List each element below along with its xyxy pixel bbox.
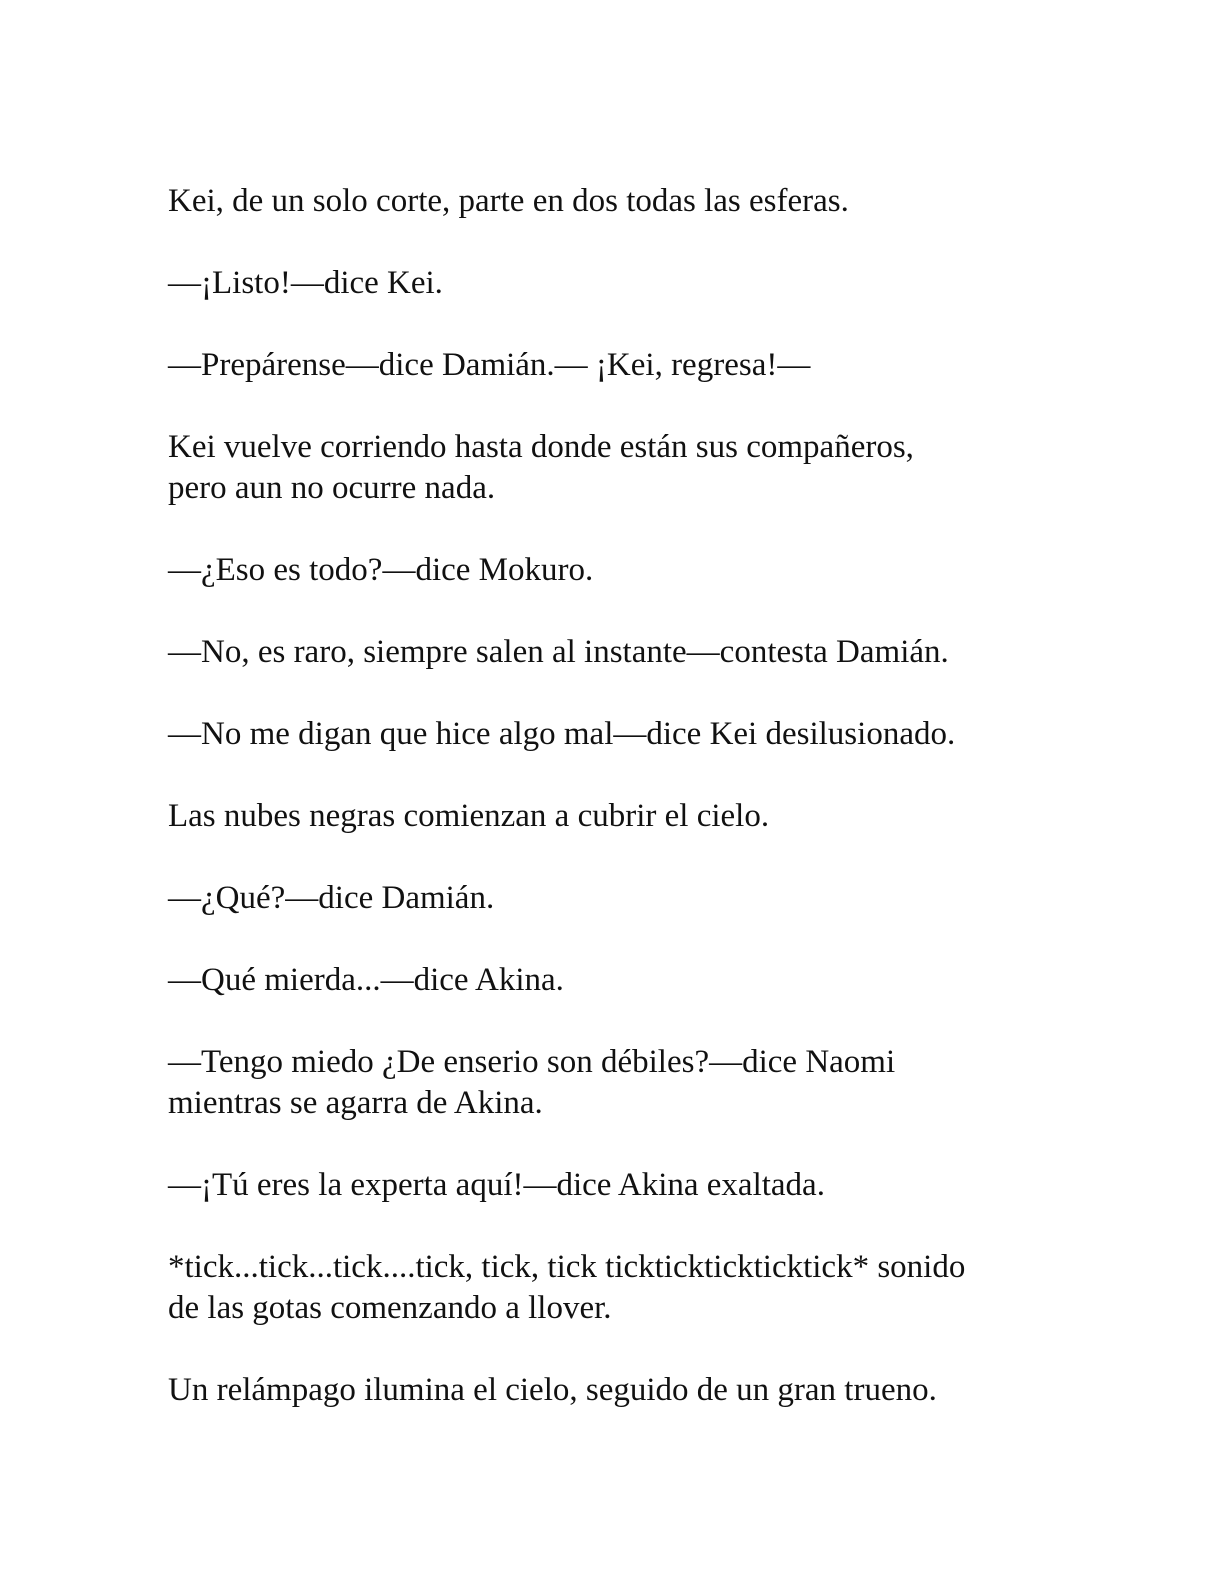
text-line: —¿Eso es todo?—dice Mokuro.: [168, 552, 594, 588]
paragraph: [168, 263, 1048, 304]
body-text: [168, 181, 1048, 1452]
paragraph: [168, 878, 1048, 919]
text-line: —Qué mierda...—dice Akina.: [168, 962, 564, 998]
text-line: *tick...tick...tick....tick, tick, tick tickticktickticktick* sonido: [168, 1249, 966, 1285]
text-line: Un relámpago ilumina el cielo, seguido de un gran trueno.: [168, 1372, 937, 1408]
paragraph: [168, 796, 1048, 837]
text-line: —Prepárense—dice Damián.— ¡Kei, regresa!—: [168, 347, 811, 383]
paragraph: [168, 1247, 1048, 1329]
paragraph: [168, 181, 1048, 222]
paragraph: [168, 427, 1048, 509]
text-line: Kei, de un solo corte, parte en dos todas las esferas.: [168, 183, 849, 219]
text-line: de las gotas comenzando a llover.: [168, 1290, 612, 1326]
paragraph: [168, 1165, 1048, 1206]
text-line: —¿Qué?—dice Damián.: [168, 880, 495, 916]
text-line: mientras se agarra de Akina.: [168, 1085, 543, 1121]
text-line: —¡Listo!—dice Kei.: [168, 265, 443, 301]
text-line: —No, es raro, siempre salen al instante—contesta Damián.: [168, 634, 949, 670]
text-line: —¡Tú eres la experta aquí!—dice Akina exaltada.: [168, 1167, 825, 1203]
paragraph: [168, 960, 1048, 1001]
text-line: Las nubes negras comienzan a cubrir el cielo.: [168, 798, 770, 834]
text-line: Kei vuelve corriendo hasta donde están sus compañeros,: [168, 429, 914, 465]
paragraph: [168, 1042, 1048, 1124]
text-line: —No me digan que hice algo mal—dice Kei desilusionado.: [168, 716, 956, 752]
paragraph: [168, 1370, 1048, 1411]
paragraph: [168, 714, 1048, 755]
text-line: pero aun no ocurre nada.: [168, 470, 496, 506]
paragraph: [168, 632, 1048, 673]
text-line: —Tengo miedo ¿De enserio son débiles?—dice Naomi: [168, 1044, 896, 1080]
paragraph: [168, 345, 1048, 386]
paragraph: [168, 550, 1048, 591]
